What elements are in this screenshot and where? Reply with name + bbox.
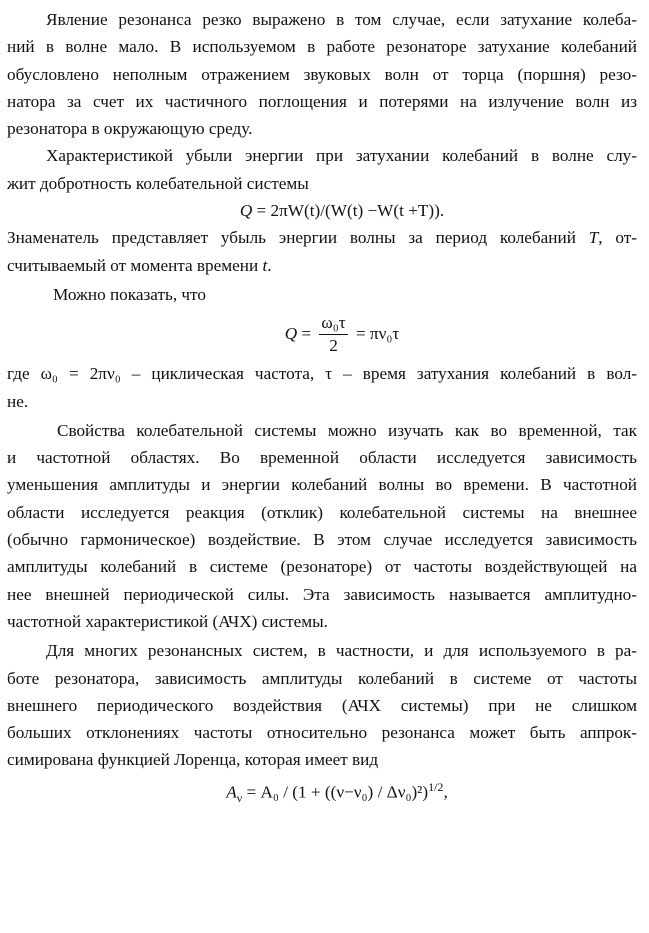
- text-fragment: Знаменатель представляет убыль энергии волны за период колебаний: [7, 228, 589, 248]
- paragraph-quality-factor: [7, 142, 637, 197]
- formula-tail: ,: [443, 782, 448, 802]
- text-line: боте резонатора, зависимость амплитуды колебаний в системе от частоты: [7, 668, 637, 688]
- text-line: обусловлено неполным отражением звуковых волн от торца (поршня) резо-: [7, 64, 637, 84]
- text-fragment: , от-: [598, 228, 637, 248]
- fraction-denominator: 2: [329, 335, 338, 355]
- formula-quality-factor: [7, 197, 637, 224]
- paragraph-denominator: [7, 224, 637, 279]
- formula-lhs: Q: [284, 324, 298, 344]
- formula-lhs: Q: [239, 201, 253, 221]
- text-line: (обычно гармоническое) воздействие. В этом случае исследуется зависимость: [7, 530, 637, 550]
- text-line: где ω₀ = 2πν₀ – циклическая частота, τ – время затухания колебаний в вол-: [7, 364, 637, 384]
- text-line: [7, 252, 637, 279]
- text-line: жит добротность колебательной системы: [7, 173, 309, 193]
- text-line: натора за счет их частичного поглощения и потерями на излучение волн из: [7, 91, 637, 111]
- formula-lhs: A: [226, 782, 237, 802]
- text-line: внешнего периодического воздействия (АЧХ системы) при не слишком: [7, 695, 637, 715]
- formula-sub: ν: [236, 790, 243, 805]
- formula-lorentz: [7, 774, 637, 812]
- formula-fraction: [319, 313, 347, 356]
- variable-T: T: [588, 228, 599, 248]
- text-line: Для многих резонансных систем, в частности, и для используемого в ра-: [46, 641, 637, 661]
- text-line: больших отклонениях частоты относительно резонанса может быть аппрок-: [7, 723, 637, 743]
- formula-rhs: = πν₀τ: [351, 324, 400, 344]
- paragraph-properties: [7, 417, 637, 635]
- formula-rhs: = A₀ / (1 + ((ν−ν₀) / Δν₀)²): [242, 782, 429, 802]
- formula-sup: 1/2: [428, 779, 444, 794]
- paragraph-lorentz: [7, 637, 637, 773]
- formula-eq: =: [297, 324, 316, 344]
- text-line: Можно показать, что: [53, 284, 206, 304]
- text-line: области исследуется реакция (отклик) колебательной системы на внешнее: [7, 502, 637, 522]
- text-line: не.: [7, 391, 29, 411]
- text-line: Явление резонанса резко выражено в том случае, если затухание колеба-: [46, 10, 637, 29]
- variable-t: t: [262, 255, 268, 275]
- text-line: симирована функцией Лоренца, которая имеет вид: [7, 750, 379, 770]
- text-line: резонатора в окружающую среду.: [7, 119, 253, 139]
- text-fragment: .: [267, 255, 272, 275]
- text-line: частотной характеристикой (АЧХ) системы.: [7, 611, 328, 631]
- text-line: [7, 224, 637, 251]
- formula-rhs: = 2πW(t)/(W(t) −W(t +T)).: [252, 201, 445, 221]
- text-line: амплитуды колебаний в системе (резонаторе) от частоты воздействующей на: [7, 557, 637, 577]
- text-line: ний в волне мало. В используемом в работе резонаторе затухание колебаний: [7, 37, 637, 57]
- paragraph-where: [7, 360, 637, 415]
- text-fragment: считываемый от момента времени: [7, 255, 263, 275]
- paragraph-can-show: [7, 281, 637, 308]
- text-line: нее внешней периодической силы. Эта зависимость называется амплитудно-: [7, 584, 637, 604]
- paragraph-resonance: [7, 6, 637, 142]
- text-line: Свойства колебательной системы можно изучать как во временной, так: [57, 420, 637, 440]
- fraction-numerator: ω₀τ: [319, 313, 347, 335]
- text-line: и частотной областях. Во временной области исследуется зависимость: [7, 448, 637, 468]
- text-line: Характеристикой убыли энергии при затухании колебаний в волне слу-: [46, 146, 637, 166]
- text-line: уменьшения амплитуды и энергии колебаний волны во времени. В частотной: [7, 475, 637, 495]
- formula-q-omega: [7, 308, 637, 360]
